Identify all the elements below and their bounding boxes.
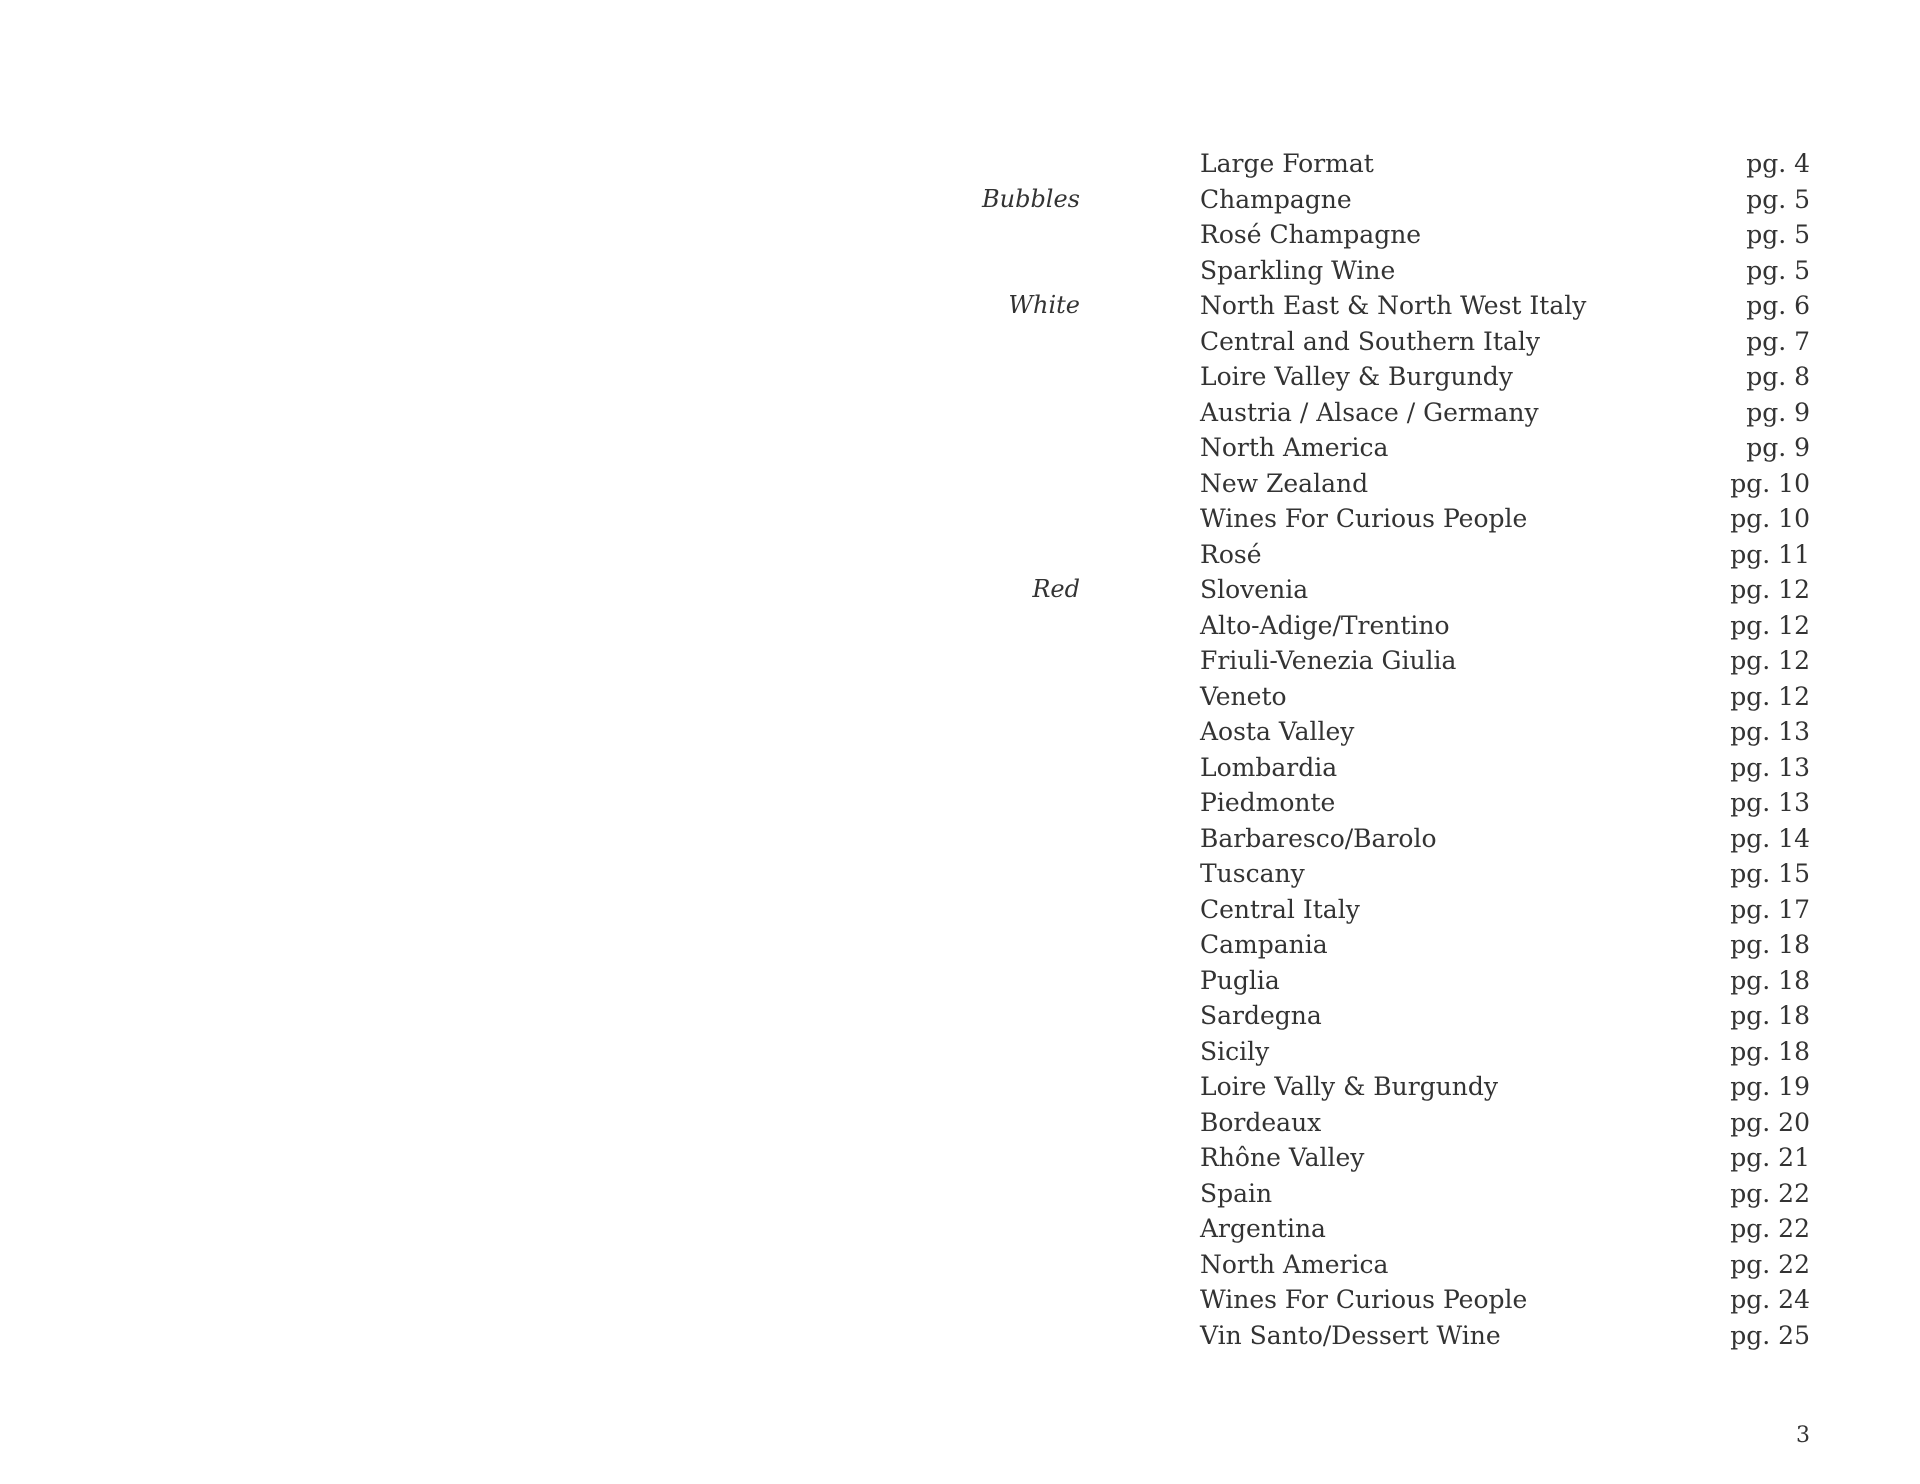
toc-row: [1080, 785, 1810, 821]
toc-category-label: White: [1008, 291, 1080, 319]
toc-entry-title: Alto-Adige/Trentino: [1200, 610, 1450, 640]
toc-row: [1080, 643, 1810, 679]
toc-entry-page: pg. 15: [1730, 859, 1810, 888]
toc-entry-page: pg. 24: [1730, 1285, 1810, 1314]
toc-entry-title: Rosé: [1200, 539, 1262, 569]
toc-row: [1080, 892, 1810, 928]
toc-entry-page: pg. 9: [1746, 397, 1810, 427]
toc-entry-title: Piedmonte: [1200, 788, 1336, 817]
toc-row: [1008, 288, 1810, 324]
toc-row: [1080, 146, 1810, 182]
toc-row: [1080, 1318, 1810, 1354]
toc-row: [1080, 608, 1810, 644]
toc-entry-title: Bordeaux: [1200, 1107, 1322, 1137]
toc-entry-title: North East & North West Italy: [1200, 291, 1587, 320]
toc-row: [1080, 466, 1810, 502]
toc-category-label: Red: [1032, 575, 1080, 603]
toc-entry-page: pg. 18: [1730, 965, 1810, 995]
toc-entry-title: North America: [1200, 433, 1389, 462]
toc-entry-title: Aosta Valley: [1200, 717, 1355, 746]
toc-entry-page: pg. 8: [1746, 362, 1810, 391]
toc-row: [1080, 998, 1810, 1034]
toc-entry-page: pg. 13: [1730, 788, 1810, 817]
page-number: 3: [1796, 1423, 1810, 1448]
toc-entry-page: pg. 14: [1730, 823, 1810, 853]
toc-entry-page: pg. 12: [1730, 610, 1810, 640]
toc-entry-page: pg. 10: [1730, 504, 1810, 533]
toc-row: [1080, 501, 1810, 537]
toc-row: [1080, 1140, 1810, 1176]
toc-entry-title: Sardegna: [1200, 1001, 1322, 1030]
toc-entry-title: Champagne: [1200, 184, 1352, 214]
toc-category-label: Bubbles: [981, 184, 1080, 213]
toc-row: [1080, 856, 1810, 892]
toc-entry-page: pg. 22: [1730, 1249, 1810, 1279]
toc-entry-title: Sparkling Wine: [1200, 255, 1396, 285]
toc-entry-page: pg. 12: [1730, 646, 1810, 675]
toc-entry-page: pg. 9: [1746, 433, 1810, 462]
toc-entry-title: Lombardia: [1200, 752, 1338, 782]
toc-row: [1080, 927, 1810, 963]
toc-entry-page: pg. 25: [1730, 1320, 1810, 1350]
toc-entry-title: Austria / Alsace / Germany: [1200, 397, 1539, 427]
toc-entry-page: pg. 5: [1746, 220, 1810, 249]
toc-entry-page: pg. 20: [1730, 1107, 1810, 1137]
toc-entry-page: pg. 13: [1730, 752, 1810, 782]
toc-row: [1080, 253, 1810, 289]
toc-row: [1080, 1176, 1810, 1212]
toc-entry-title: Slovenia: [1200, 575, 1309, 604]
toc-entry-title: Wines For Curious People: [1200, 504, 1528, 533]
toc-entry-page: pg. 7: [1746, 326, 1810, 356]
toc-entry-title: North America: [1200, 1249, 1389, 1279]
toc-row: [1080, 1211, 1810, 1247]
toc-row: [1080, 537, 1810, 573]
toc-entry-page: pg. 19: [1730, 1072, 1810, 1101]
toc-entry-page: pg. 17: [1730, 894, 1810, 924]
toc-entry-title: Veneto: [1200, 681, 1287, 711]
toc-entry-title: Loire Vally & Burgundy: [1200, 1072, 1499, 1101]
toc-entry-title: Central and Southern Italy: [1200, 326, 1540, 356]
toc-row: [1080, 1247, 1810, 1283]
toc-entry-title: Argentina: [1200, 1214, 1326, 1243]
toc-row: [1080, 714, 1810, 750]
toc-entry-title: Rhône Valley: [1200, 1143, 1365, 1172]
toc-row: [1032, 572, 1810, 608]
toc-entry-title: Campania: [1200, 930, 1328, 959]
toc-entry-page: pg. 18: [1730, 930, 1810, 959]
toc-entry-title: Barbaresco/Barolo: [1200, 823, 1437, 853]
toc-row: [1080, 324, 1810, 360]
toc-entry-title: Tuscany: [1200, 859, 1305, 888]
toc-entry-page: pg. 22: [1730, 1178, 1810, 1208]
toc-entry-page: pg. 4: [1746, 149, 1810, 178]
toc-row: [981, 182, 1810, 218]
toc-entry-title: Spain: [1200, 1178, 1273, 1208]
toc-entry-title: Sicily: [1200, 1036, 1270, 1066]
toc-entry-title: New Zealand: [1200, 468, 1369, 498]
toc-entry-title: Puglia: [1200, 965, 1280, 995]
toc-entry-page: pg. 22: [1730, 1214, 1810, 1243]
table-of-contents: [981, 146, 1810, 1353]
toc-row: [1080, 359, 1810, 395]
toc-entry-page: pg. 5: [1746, 184, 1810, 214]
toc-entry-title: Central Italy: [1200, 894, 1360, 924]
toc-entry-page: pg. 18: [1730, 1036, 1810, 1066]
toc-entry-page: pg. 21: [1730, 1143, 1810, 1172]
toc-entry-page: pg. 11: [1730, 539, 1810, 569]
toc-row: [1080, 679, 1810, 715]
toc-row: [1080, 1282, 1810, 1318]
toc-row: [1080, 1105, 1810, 1141]
toc-entry-title: Rosé Champagne: [1200, 220, 1422, 249]
toc-entry-page: pg. 18: [1730, 1001, 1810, 1030]
toc-row: [1080, 217, 1810, 253]
toc-entry-page: pg. 12: [1730, 575, 1810, 604]
toc-entry-title: Wines For Curious People: [1200, 1285, 1528, 1314]
toc-entry-page: pg. 13: [1730, 717, 1810, 746]
toc-row: [1080, 395, 1810, 431]
toc-entry-page: pg. 12: [1730, 681, 1810, 711]
toc-row: [1080, 1034, 1810, 1070]
toc-entry-page: pg. 10: [1730, 468, 1810, 498]
toc-row: [1080, 1069, 1810, 1105]
toc-entry-title: Loire Valley & Burgundy: [1200, 362, 1513, 391]
toc-row: [1080, 963, 1810, 999]
toc-entry-page: pg. 5: [1746, 255, 1810, 285]
toc-row: [1080, 430, 1810, 466]
toc-row: [1080, 821, 1810, 857]
toc-row: [1080, 750, 1810, 786]
toc-entry-title: Vin Santo/Dessert Wine: [1200, 1320, 1501, 1350]
toc-entry-title: Friuli-Venezia Giulia: [1200, 646, 1457, 675]
toc-entry-title: Large Format: [1200, 149, 1374, 178]
toc-entry-page: pg. 6: [1746, 291, 1810, 320]
